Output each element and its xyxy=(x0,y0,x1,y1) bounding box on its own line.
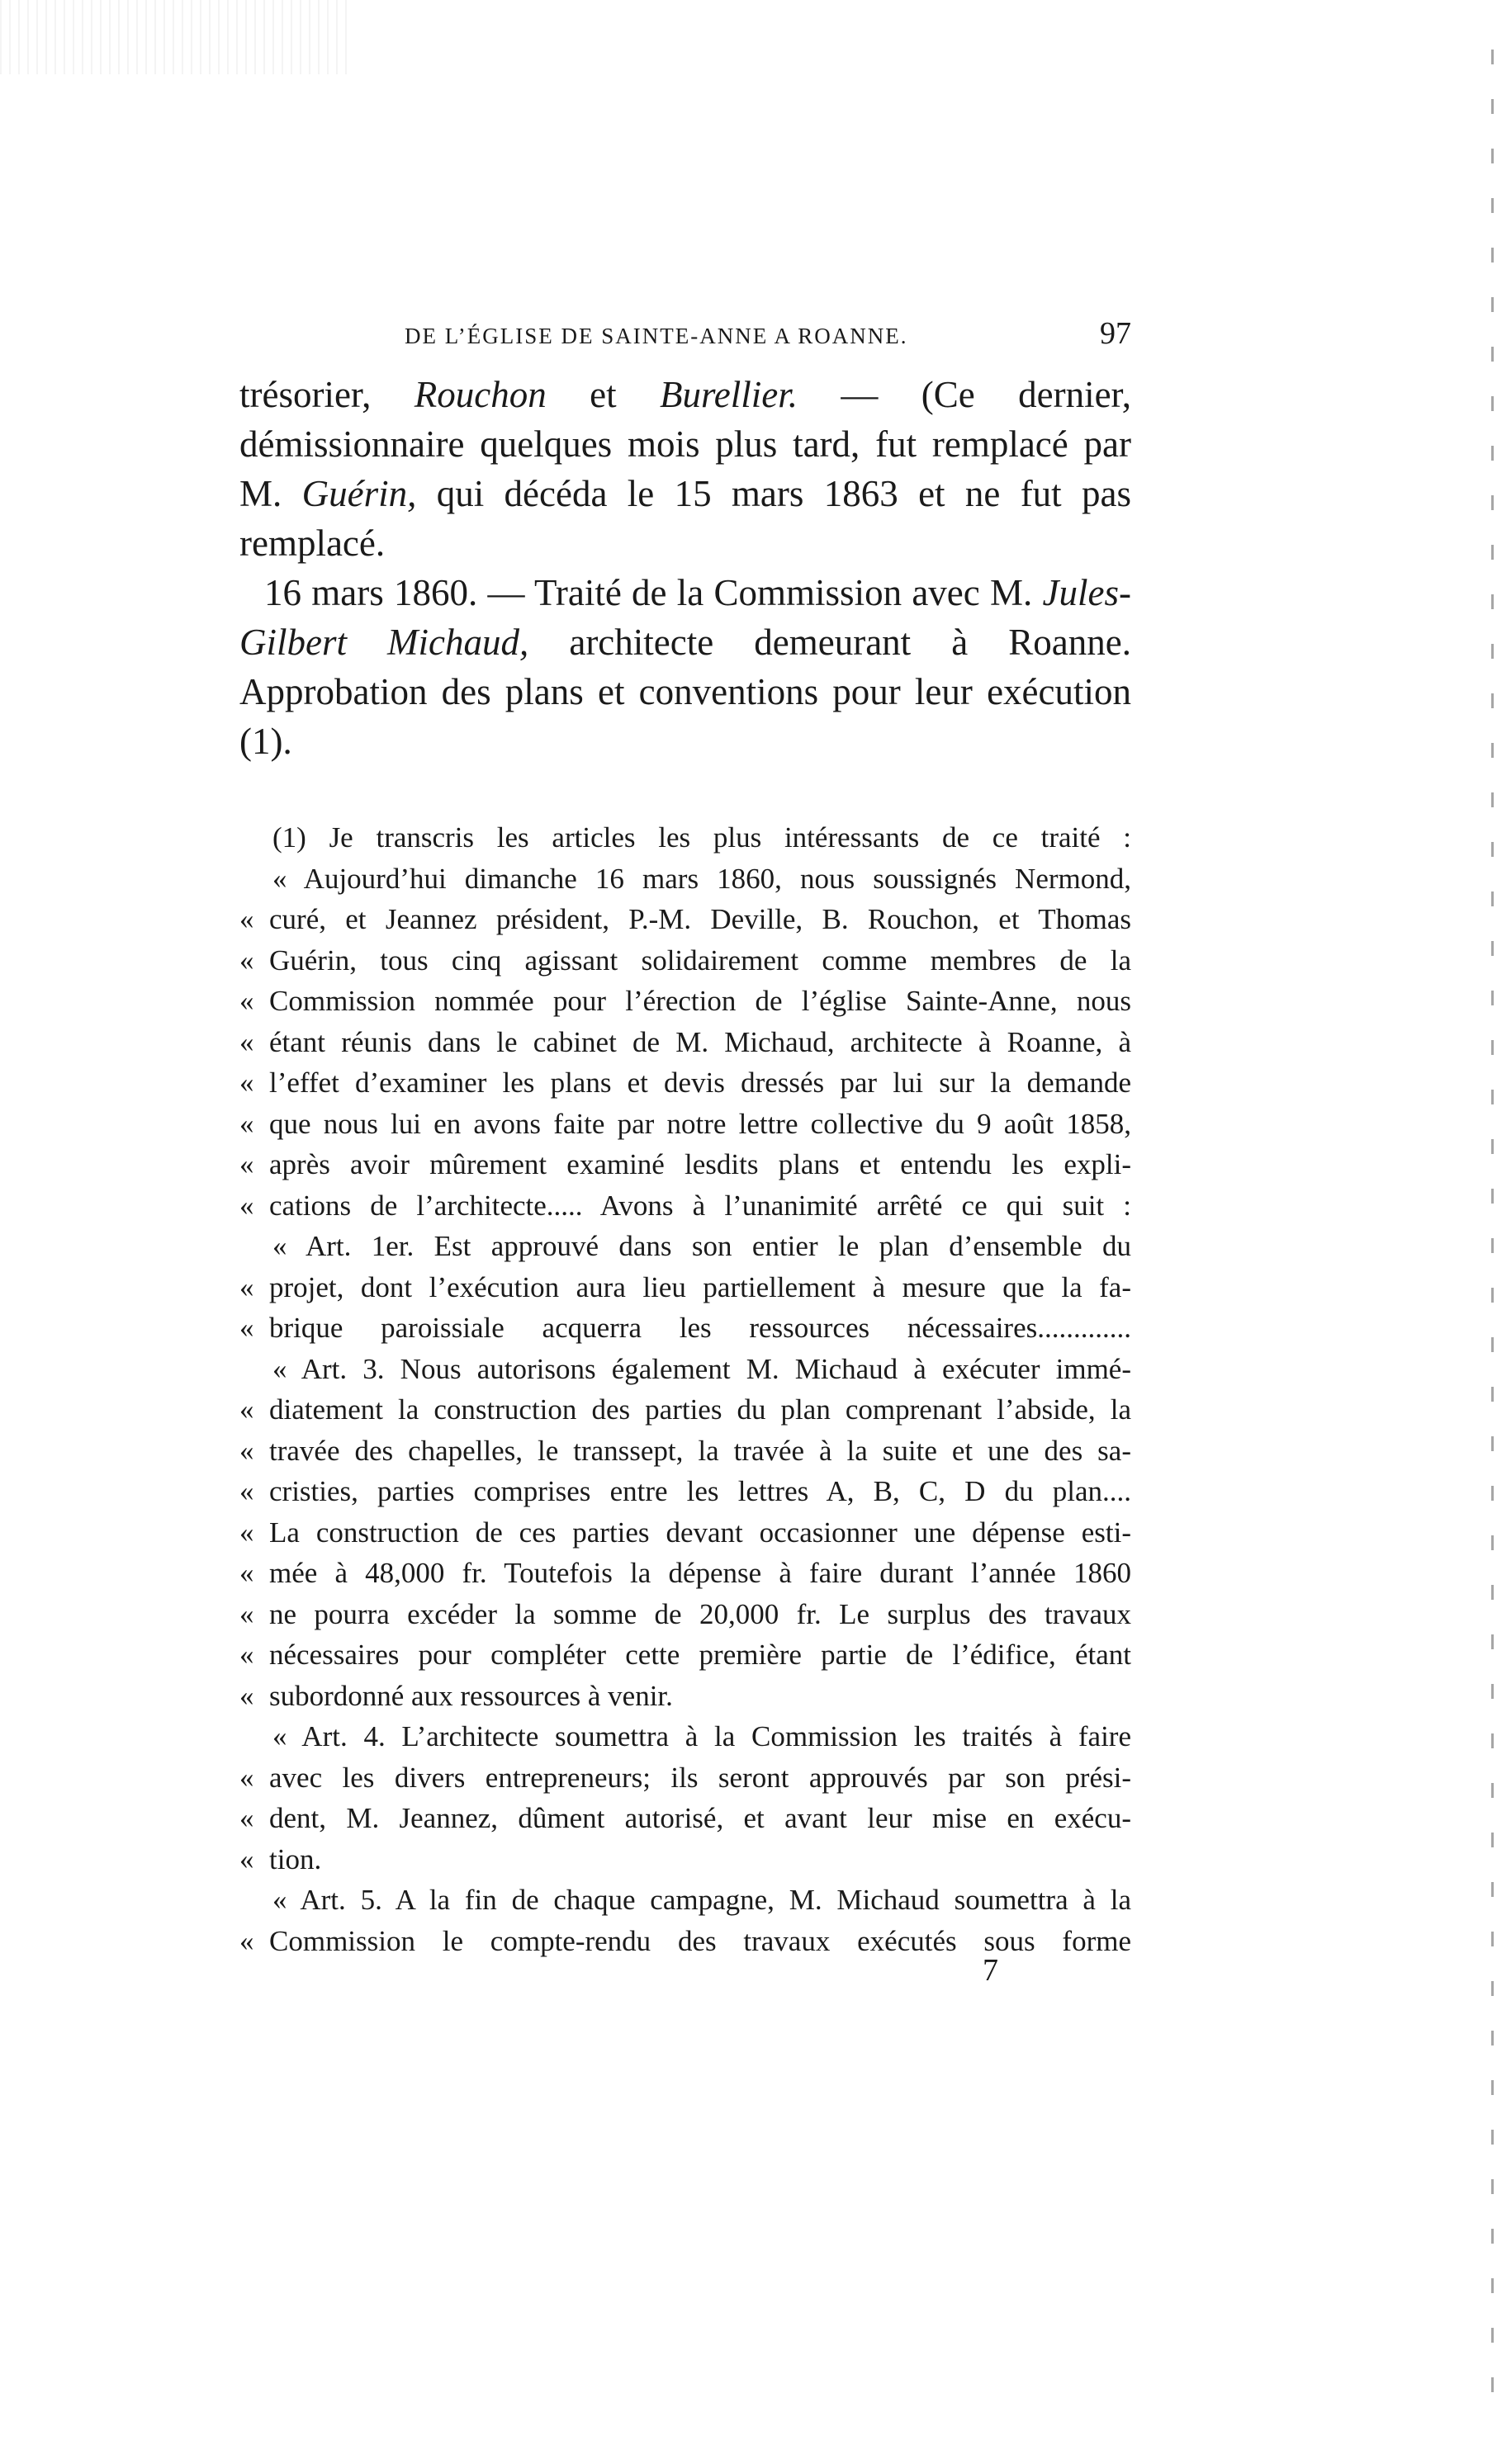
footnote-line xyxy=(239,1267,1131,1308)
footnote-quote-mark: « xyxy=(239,1842,254,1875)
footnote-line xyxy=(239,1512,1131,1554)
footnote-text: après avoir mûrement examiné lesdits plans et entendu les expli- xyxy=(269,1148,1131,1180)
footnote-line xyxy=(239,1022,1131,1063)
footnote-line xyxy=(239,1798,1131,1839)
footnote-quote-mark: « xyxy=(239,1924,254,1957)
footnote-line xyxy=(239,1431,1131,1472)
footnote-text: « Art. 4. L’architecte soumettra à la Commission les traités à faire xyxy=(272,1720,1131,1752)
footnote-quote-mark: « xyxy=(239,903,254,935)
footnote-quote-mark: « xyxy=(239,1066,254,1099)
footnote-line xyxy=(239,1880,1131,1921)
footnote-quote-mark: « xyxy=(239,1312,254,1344)
footnote-quote-mark: « xyxy=(239,1679,254,1712)
footnote-text: brique paroissiale acquerra les ressources nécessaires............. xyxy=(269,1312,1131,1344)
footnote-line xyxy=(239,1716,1131,1757)
footnote-quote-mark: « xyxy=(239,1107,254,1140)
footnote-quote-mark: « xyxy=(239,1557,254,1589)
footnote-text: l’effet d’examiner les plans et devis dressés par lui sur la demande xyxy=(269,1066,1131,1099)
body-paragraph-2: 16 mars 1860. — Traité de la Commission avec M. Jules-Gilbert Michaud, architecte demeurant à Roanne. Approbation des plans et conventions pour leur exécution (1). xyxy=(239,572,1132,762)
footnote-line xyxy=(239,899,1131,940)
footnote-text: ne pourra excéder la somme de 20,000 fr. Le surplus des travaux xyxy=(269,1597,1131,1630)
footnote-text: « Art. 5. A la fin de chaque campagne, M. Michaud soumettra à la xyxy=(272,1884,1131,1916)
footnote-text: projet, dont l’exécution aura lieu partiellement à mesure que la fa- xyxy=(269,1270,1131,1303)
footnote-text: curé, et Jeannez président, P.-M. Deville, B. Rouchon, et Thomas xyxy=(269,903,1131,935)
footnote-quote-mark: « xyxy=(239,1475,254,1507)
footnote-quote-mark: « xyxy=(239,1393,254,1426)
footnote-line xyxy=(239,1634,1131,1676)
footnote-quote-mark: « xyxy=(239,1802,254,1834)
footnote-quote-mark: « xyxy=(239,1761,254,1794)
footnote-line xyxy=(239,1389,1131,1431)
footnote-quote-mark: « xyxy=(239,944,254,977)
footnote-text: La construction de ces parties devant occasionner une dépense esti- xyxy=(269,1516,1131,1549)
page-number: 97 xyxy=(1100,316,1131,351)
footnote-quote-mark: « xyxy=(239,1597,254,1630)
footnote-text: (1) Je transcris les articles les plus intéressants de ce traité : xyxy=(272,821,1131,854)
page-header xyxy=(239,315,1131,352)
footnote-line xyxy=(239,1839,1131,1880)
footnote-text: cristies, parties comprises entre les lettres A, B, C, D du plan.... xyxy=(269,1475,1131,1507)
footnote-text: avec les divers entrepreneurs; ils seront approuvés par son prési- xyxy=(269,1761,1131,1794)
footnote-line xyxy=(239,940,1131,981)
running-title: DE L’ÉGLISE DE SAINTE-ANNE A ROANNE. xyxy=(405,324,908,348)
footnote-line xyxy=(239,1471,1131,1512)
footnote-text: travée des chapelles, le transsept, la travée à la suite et une des sa- xyxy=(269,1434,1131,1467)
footnote-text: Guérin, tous cinq agissant solidairement comme membres de la xyxy=(269,944,1131,977)
footnote-text: cations de l’architecte..... Avons à l’unanimité arrêté ce qui suit : xyxy=(269,1189,1131,1222)
footnote-quote-mark: « xyxy=(239,1025,254,1058)
footnote-line xyxy=(239,1676,1131,1717)
footnote-line xyxy=(239,1757,1131,1799)
footnote-line xyxy=(239,981,1131,1022)
footnote-text: tion. xyxy=(269,1842,322,1875)
signature-mark: 7 xyxy=(983,1953,998,1988)
footnote-text: Commission le compte-rendu des travaux exécutés sous forme xyxy=(269,1924,1131,1957)
footnote-line xyxy=(239,1185,1131,1227)
footnote-line xyxy=(239,1349,1131,1390)
footnote-quote-mark: « xyxy=(239,1516,254,1549)
footnote-line xyxy=(239,1062,1131,1104)
footnote-line xyxy=(239,1594,1131,1635)
scan-edge-noise xyxy=(0,0,347,74)
footnote-quote-mark: « xyxy=(239,1148,254,1180)
footnote-text: diatement la construction des parties du plan comprenant l’abside, la xyxy=(269,1393,1131,1426)
footnote-quote-mark: « xyxy=(239,1270,254,1303)
footnote-line xyxy=(239,1226,1131,1267)
body-paragraph-1: trésorier, Rouchon et Burellier. — (Ce dernier, démissionnaire quelques mois plus tard, fut remplacé par M. Guérin, qui décéda le 15 mars 1863 et ne fut pas remplacé. xyxy=(239,374,1132,564)
footnote-text: « Art. 1er. Est approuvé dans son entier le plan d’ensemble du xyxy=(272,1230,1131,1262)
footnote-text: mée à 48,000 fr. Toutefois la dépense à faire durant l’année 1860 xyxy=(269,1557,1131,1589)
footnote-line xyxy=(239,858,1131,900)
footnote-line xyxy=(239,1553,1131,1594)
body-text xyxy=(239,370,1131,766)
footnote-text: « Aujourd’hui dimanche 16 mars 1860, nous soussignés Nermond, xyxy=(272,862,1131,895)
scan-right-edge xyxy=(1491,50,1494,2402)
footnote-block xyxy=(239,817,1131,1961)
footnote-text: que nous lui en avons faite par notre lettre collective du 9 août 1858, xyxy=(269,1107,1131,1140)
footnote-quote-mark: « xyxy=(239,1639,254,1671)
footnote-line xyxy=(239,1104,1131,1145)
footnote-text: Commission nommée pour l’érection de l’église Sainte-Anne, nous xyxy=(269,985,1131,1017)
footnote-line xyxy=(239,1144,1131,1185)
footnote-quote-mark: « xyxy=(239,985,254,1017)
footnote-quote-mark: « xyxy=(239,1434,254,1467)
footnote-line xyxy=(239,817,1131,858)
footnote-text: dent, M. Jeannez, dûment autorisé, et avant leur mise en exécu- xyxy=(269,1802,1131,1834)
footnote-text: subordonné aux ressources à venir. xyxy=(269,1679,673,1712)
footnote-quote-mark: « xyxy=(239,1189,254,1222)
footnote-text: nécessaires pour compléter cette première partie de l’édifice, étant xyxy=(269,1639,1131,1671)
footnote-line xyxy=(239,1308,1131,1349)
footnote-text: étant réunis dans le cabinet de M. Michaud, architecte à Roanne, à xyxy=(269,1025,1131,1058)
footnote-text: « Art. 3. Nous autorisons également M. Michaud à exécuter immé- xyxy=(272,1352,1131,1385)
